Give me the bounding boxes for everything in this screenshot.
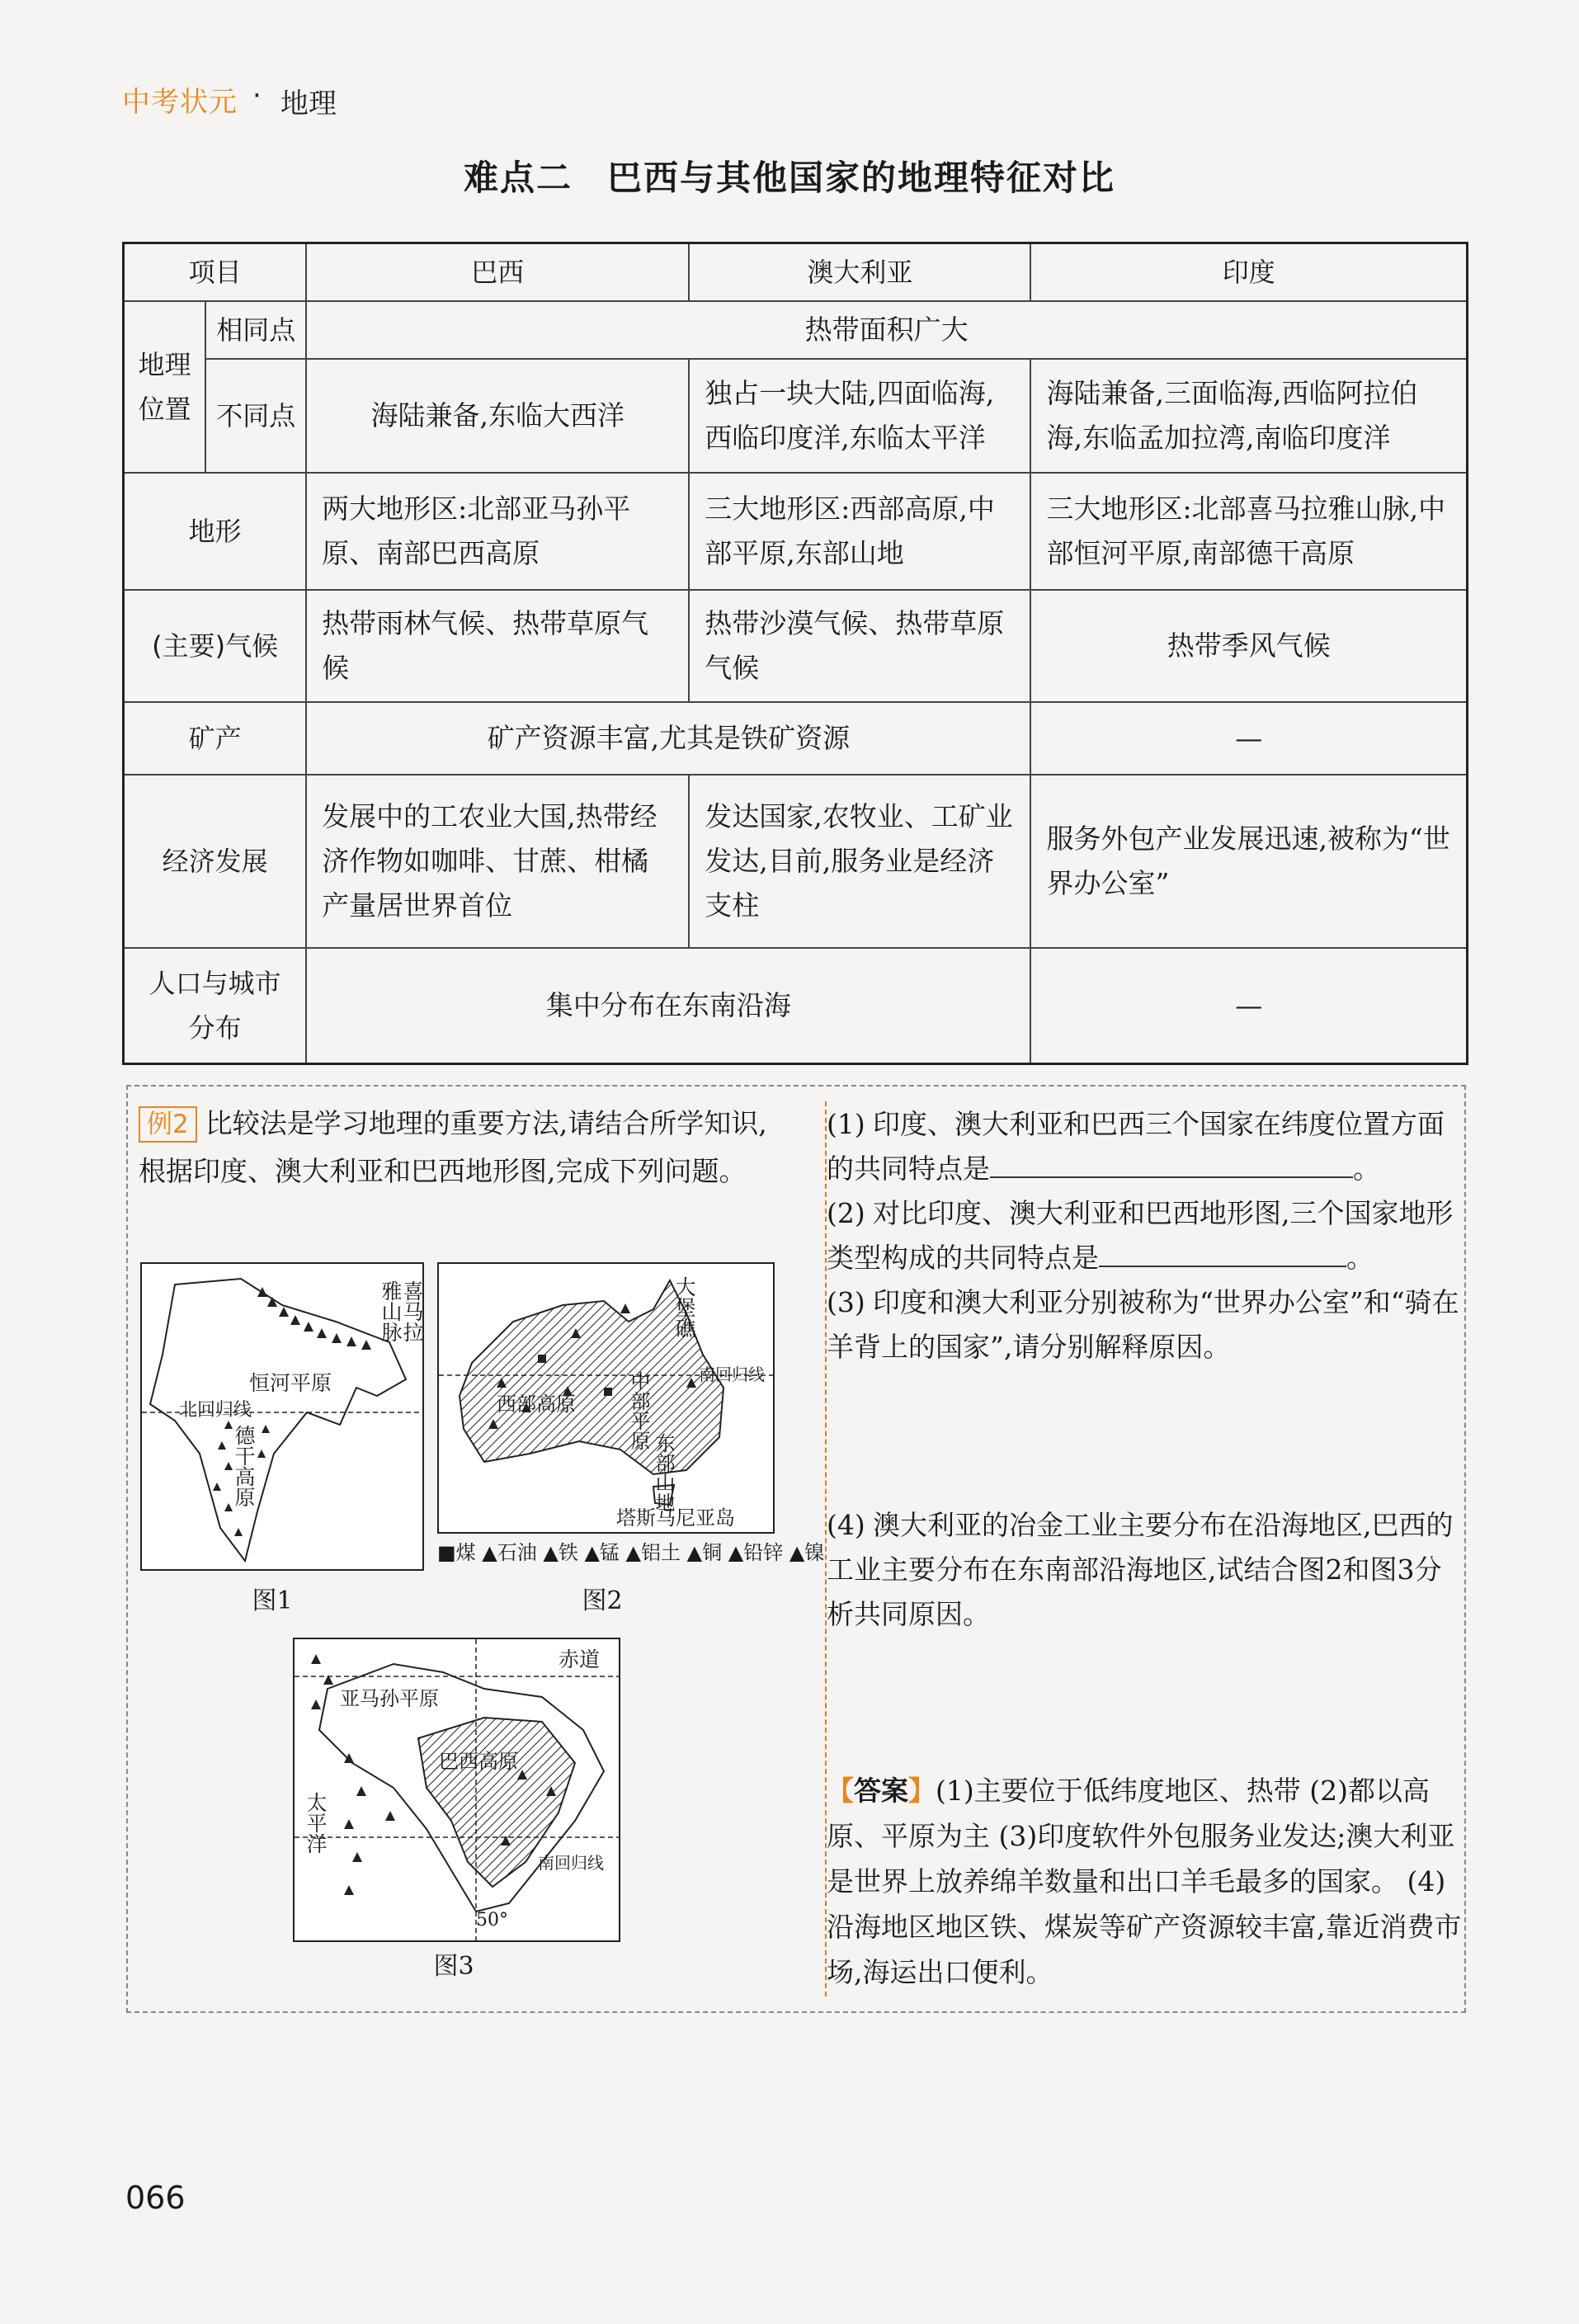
- label-central-plain: 中部平原: [627, 1371, 650, 1450]
- example-text: 比较法是学习地理的重要方法,请结合所学知识,根据印度、澳大利亚和巴西地形图,完成下列问题。: [139, 1107, 767, 1187]
- diff-brazil: 海陆兼备,东临大西洋: [306, 359, 689, 473]
- table-row-mineral: [124, 702, 1468, 775]
- australia-map-graphic: [439, 1264, 773, 1532]
- figure-3-brazil-map: [293, 1638, 620, 1942]
- label-east-mountains: 东部山地: [652, 1433, 675, 1512]
- question-3: [827, 1280, 1462, 1369]
- label-brazil-plateau: 巴西高原: [439, 1750, 518, 1773]
- example-intro: [139, 1100, 790, 1195]
- table-header-row: [124, 243, 1468, 302]
- economy-label: 经济发展: [124, 775, 307, 948]
- diff-label: 不同点: [205, 359, 306, 473]
- question-2-number: (2): [827, 1197, 865, 1229]
- title-prefix: 难点二: [463, 158, 573, 198]
- answer-blank-2[interactable]: [1099, 1241, 1346, 1267]
- header-australia: 澳大利亚: [689, 243, 1030, 302]
- table-row-diff: [124, 359, 1468, 473]
- label-tropic-south-3: 南回归线: [538, 1853, 604, 1873]
- question-3-number: (3): [827, 1286, 865, 1318]
- title-main: 巴西与其他国家的地理特征对比: [607, 158, 1116, 198]
- question-1: [827, 1102, 1462, 1191]
- label-longitude: 50°: [476, 1910, 508, 1930]
- terrain-australia: 三大地形区:西部高原,中部平原,东部山地: [689, 473, 1030, 590]
- subject-label: 地理: [280, 87, 337, 120]
- diff-australia: 独占一块大陆,四面临海,西临印度洋,东临太平洋: [689, 359, 1030, 473]
- comparison-table: [122, 242, 1468, 1065]
- label-equator: 赤道: [559, 1648, 601, 1671]
- figure-3-caption: 图3: [433, 1952, 474, 1981]
- location-label: 地理位置: [124, 301, 206, 473]
- page-title: [0, 151, 1579, 200]
- header-india: 印度: [1030, 243, 1467, 302]
- diff-india: 海陆兼备,三面临海,西临阿拉伯海,东临孟加拉湾,南临印度洋: [1030, 359, 1467, 473]
- question-4-number: (4): [827, 1509, 865, 1541]
- question-1-number: (1): [827, 1108, 865, 1140]
- label-reef: 大堡礁: [672, 1276, 696, 1338]
- label-amazon: 亚马孙平原: [340, 1687, 439, 1710]
- table-row-same: [124, 301, 1468, 359]
- label-tasmania: 塔斯马尼亚岛: [616, 1506, 735, 1530]
- question-3-text: 印度和澳大利亚分别被称为“世界办公室”和“骑在羊背上的国家”,请分别解释原因。: [827, 1286, 1459, 1363]
- climate-australia: 热带沙漠气候、热带草原气候: [689, 590, 1030, 702]
- label-ganges: 恒河平原: [249, 1371, 332, 1395]
- label-deccan: 德干高原: [232, 1425, 256, 1507]
- table-row-terrain: [124, 473, 1468, 590]
- answer-block: [827, 1768, 1462, 1995]
- terrain-brazil: 两大地形区:北部亚马孙平原、南部巴西高原: [306, 473, 689, 590]
- header-brazil: 巴西: [306, 243, 689, 302]
- mineral-value: 矿产资源丰富,尤其是铁矿资源: [306, 702, 1030, 775]
- label-pacific: 太平洋: [304, 1792, 328, 1854]
- answer-blank-1[interactable]: [990, 1152, 1353, 1178]
- economy-india: 服务外包产业发展迅速,被称为“世界办公室”: [1030, 775, 1467, 948]
- label-tropic-north: 北回归线: [179, 1400, 252, 1421]
- question-2-end: 。: [1346, 1242, 1374, 1274]
- page-number: 066: [125, 2180, 186, 2216]
- climate-label: (主要)气候: [124, 590, 307, 702]
- mineral-india: —: [1030, 702, 1467, 775]
- mineral-label: 矿产: [124, 702, 307, 775]
- header-dot: ·: [252, 79, 262, 112]
- table-row-climate: [124, 590, 1468, 702]
- label-himalaya: 喜马拉雅山脉: [379, 1280, 424, 1342]
- table-row-population: [124, 948, 1468, 1063]
- economy-australia: 发达国家,农牧业、工矿业发达,目前,服务业是经济支柱: [689, 775, 1030, 948]
- question-2-text: 对比印度、澳大利亚和巴西地形图,三个国家地形类型构成的共同特点是: [827, 1197, 1454, 1274]
- same-label: 相同点: [205, 301, 306, 359]
- terrain-india: 三大地形区:北部喜马拉雅山脉,中部恒河平原,南部德干高原: [1030, 473, 1467, 590]
- economy-brazil: 发展中的工农业大国,热带经济作物如咖啡、甘蔗、柑橘产量居世界首位: [306, 775, 689, 948]
- question-4-text: 澳大利亚的冶金工业主要分布在沿海地区,巴西的工业主要分布在东南部沿海地区,试结合图2和图3分析共同原因。: [827, 1509, 1454, 1630]
- question-1-text: 印度、澳大利亚和巴西三个国家在纬度位置方面的共同特点是: [827, 1108, 1445, 1185]
- brand-logo: 中考状元: [122, 86, 238, 119]
- question-4: [827, 1503, 1462, 1637]
- figure-2-legend: ■煤 ▲石油 ▲铁 ▲锰 ▲铝土 ▲铜 ▲铅锌 ▲镍: [437, 1541, 825, 1564]
- question-2: [827, 1191, 1462, 1280]
- answer-tag: 【答案】: [827, 1775, 936, 1807]
- population-india: —: [1030, 948, 1467, 1063]
- figure-2-australia-map: [437, 1262, 775, 1534]
- answer-tag-text: 答案: [854, 1775, 908, 1807]
- population-label: 人口与城市分布: [124, 948, 307, 1063]
- population-value: 集中分布在东南沿海: [306, 948, 1030, 1063]
- example-label: 例2: [139, 1106, 197, 1143]
- answer-text: (1)主要位于低纬度地区、热带 (2)都以高原、平原为主 (3)印度软件外包服务业发达;澳大利亚是世界上放养绵羊数量和出口羊毛最多的国家。 (4)沿海地区地区铁、煤炭等矿产资源较丰富,靠近消费市场,海运出口便利。: [827, 1775, 1462, 1988]
- climate-brazil: 热带雨林气候、热带草原气候: [306, 590, 689, 702]
- header-item: 项目: [124, 243, 307, 302]
- label-west-plateau: 西部高原: [497, 1393, 576, 1416]
- label-tropic-south: 南回归线: [699, 1365, 765, 1384]
- climate-india: 热带季风气候: [1030, 590, 1467, 702]
- terrain-label: 地形: [124, 473, 307, 590]
- figure-2-caption: 图2: [582, 1586, 623, 1615]
- figure-1-india-map: [140, 1262, 424, 1571]
- figure-1-caption: 图1: [252, 1586, 293, 1615]
- table-row-economy: [124, 775, 1468, 948]
- question-1-end: 。: [1353, 1153, 1380, 1185]
- same-value: 热带面积广大: [306, 301, 1467, 359]
